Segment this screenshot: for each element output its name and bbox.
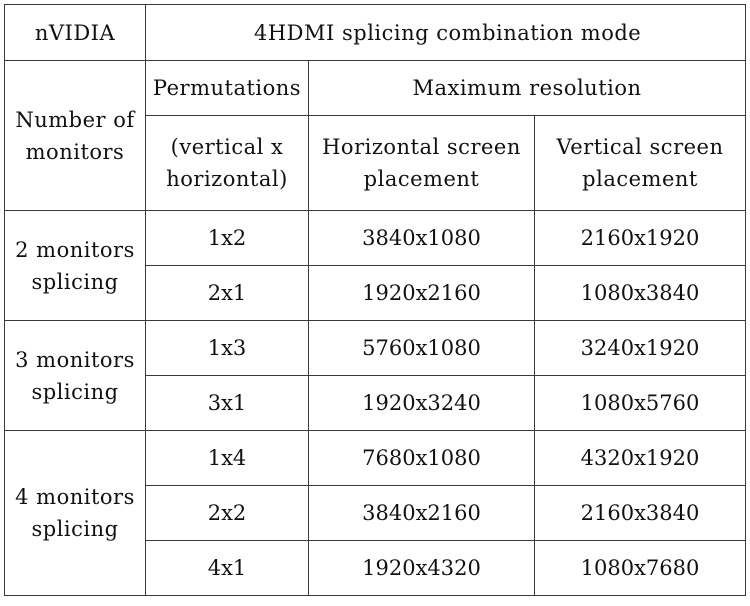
brand-cell <box>5 5 146 61</box>
group-label-line-1: 3 monitors <box>15 347 135 372</box>
group-label-line-1: 4 monitors <box>15 485 135 509</box>
table-row <box>5 431 746 486</box>
permutation-cell: 1x4 <box>146 431 309 486</box>
horizontal-resolution-cell: 1920x3240 <box>309 376 535 431</box>
vertical-resolution-cell: 2160x1920 <box>535 211 746 266</box>
header-row-1 <box>5 61 746 116</box>
horizontal-placement-line-2: placement <box>363 167 480 191</box>
permutation-cell: 3x1 <box>146 376 309 431</box>
permutations-note-header <box>146 116 309 211</box>
group-label-line-2: splicing <box>31 269 119 294</box>
horizontal-placement-line-1: Horizontal screen <box>322 135 521 159</box>
permutations-note-line-1: (vertical x <box>170 135 284 159</box>
group-label-line-2: splicing <box>31 517 119 541</box>
vertical-placement-line-2: placement <box>582 167 698 191</box>
maximum-resolution-label: Maximum resolution <box>412 76 642 100</box>
mode-title: 4HDMI splicing combination mode <box>254 20 642 45</box>
number-of-monitors-line-1: Number of <box>15 107 135 132</box>
table-title-row <box>5 5 746 61</box>
horizontal-resolution-cell: 7680x1080 <box>309 431 535 486</box>
permutation-cell: 2x1 <box>146 266 309 321</box>
vertical-placement-header <box>535 116 746 211</box>
splicing-mode-table <box>4 4 746 596</box>
horizontal-resolution-cell: 3840x1080 <box>309 211 535 266</box>
horizontal-resolution-cell: 5760x1080 <box>309 321 535 376</box>
permutations-note-line-2: horizontal) <box>166 167 288 191</box>
table-row <box>5 321 746 376</box>
table-row <box>5 211 746 266</box>
group-label-3-monitors <box>5 321 146 431</box>
vertical-resolution-cell: 2160x3840 <box>535 486 746 541</box>
permutation-cell: 2x2 <box>146 486 309 541</box>
vertical-resolution-cell: 4320x1920 <box>535 431 746 486</box>
vertical-resolution-cell: 1080x7680 <box>535 541 746 596</box>
mode-title-cell <box>146 5 746 61</box>
group-label-2-monitors <box>5 211 146 321</box>
vertical-resolution-cell: 3240x1920 <box>535 321 746 376</box>
vertical-resolution-cell: 1080x5760 <box>535 376 746 431</box>
vertical-placement-line-1: Vertical screen <box>556 135 724 159</box>
vertical-resolution-cell: 1080x3840 <box>535 266 746 321</box>
permutation-cell: 1x3 <box>146 321 309 376</box>
permutation-cell: 4x1 <box>146 541 309 596</box>
group-label-4-monitors <box>5 431 146 596</box>
permutations-label: Permutations <box>152 76 302 100</box>
permutation-cell: 1x2 <box>146 211 309 266</box>
horizontal-placement-header <box>309 116 535 211</box>
brand-label: nVIDIA <box>34 20 116 45</box>
maximum-resolution-header <box>309 61 746 116</box>
horizontal-resolution-cell: 1920x2160 <box>309 266 535 321</box>
horizontal-resolution-cell: 3840x2160 <box>309 486 535 541</box>
horizontal-resolution-cell: 1920x4320 <box>309 541 535 596</box>
number-of-monitors-line-2: monitors <box>25 139 125 164</box>
permutations-header <box>146 61 309 116</box>
group-label-line-1: 2 monitors <box>15 237 135 262</box>
group-label-line-2: splicing <box>31 379 119 404</box>
number-of-monitors-header <box>5 61 146 211</box>
